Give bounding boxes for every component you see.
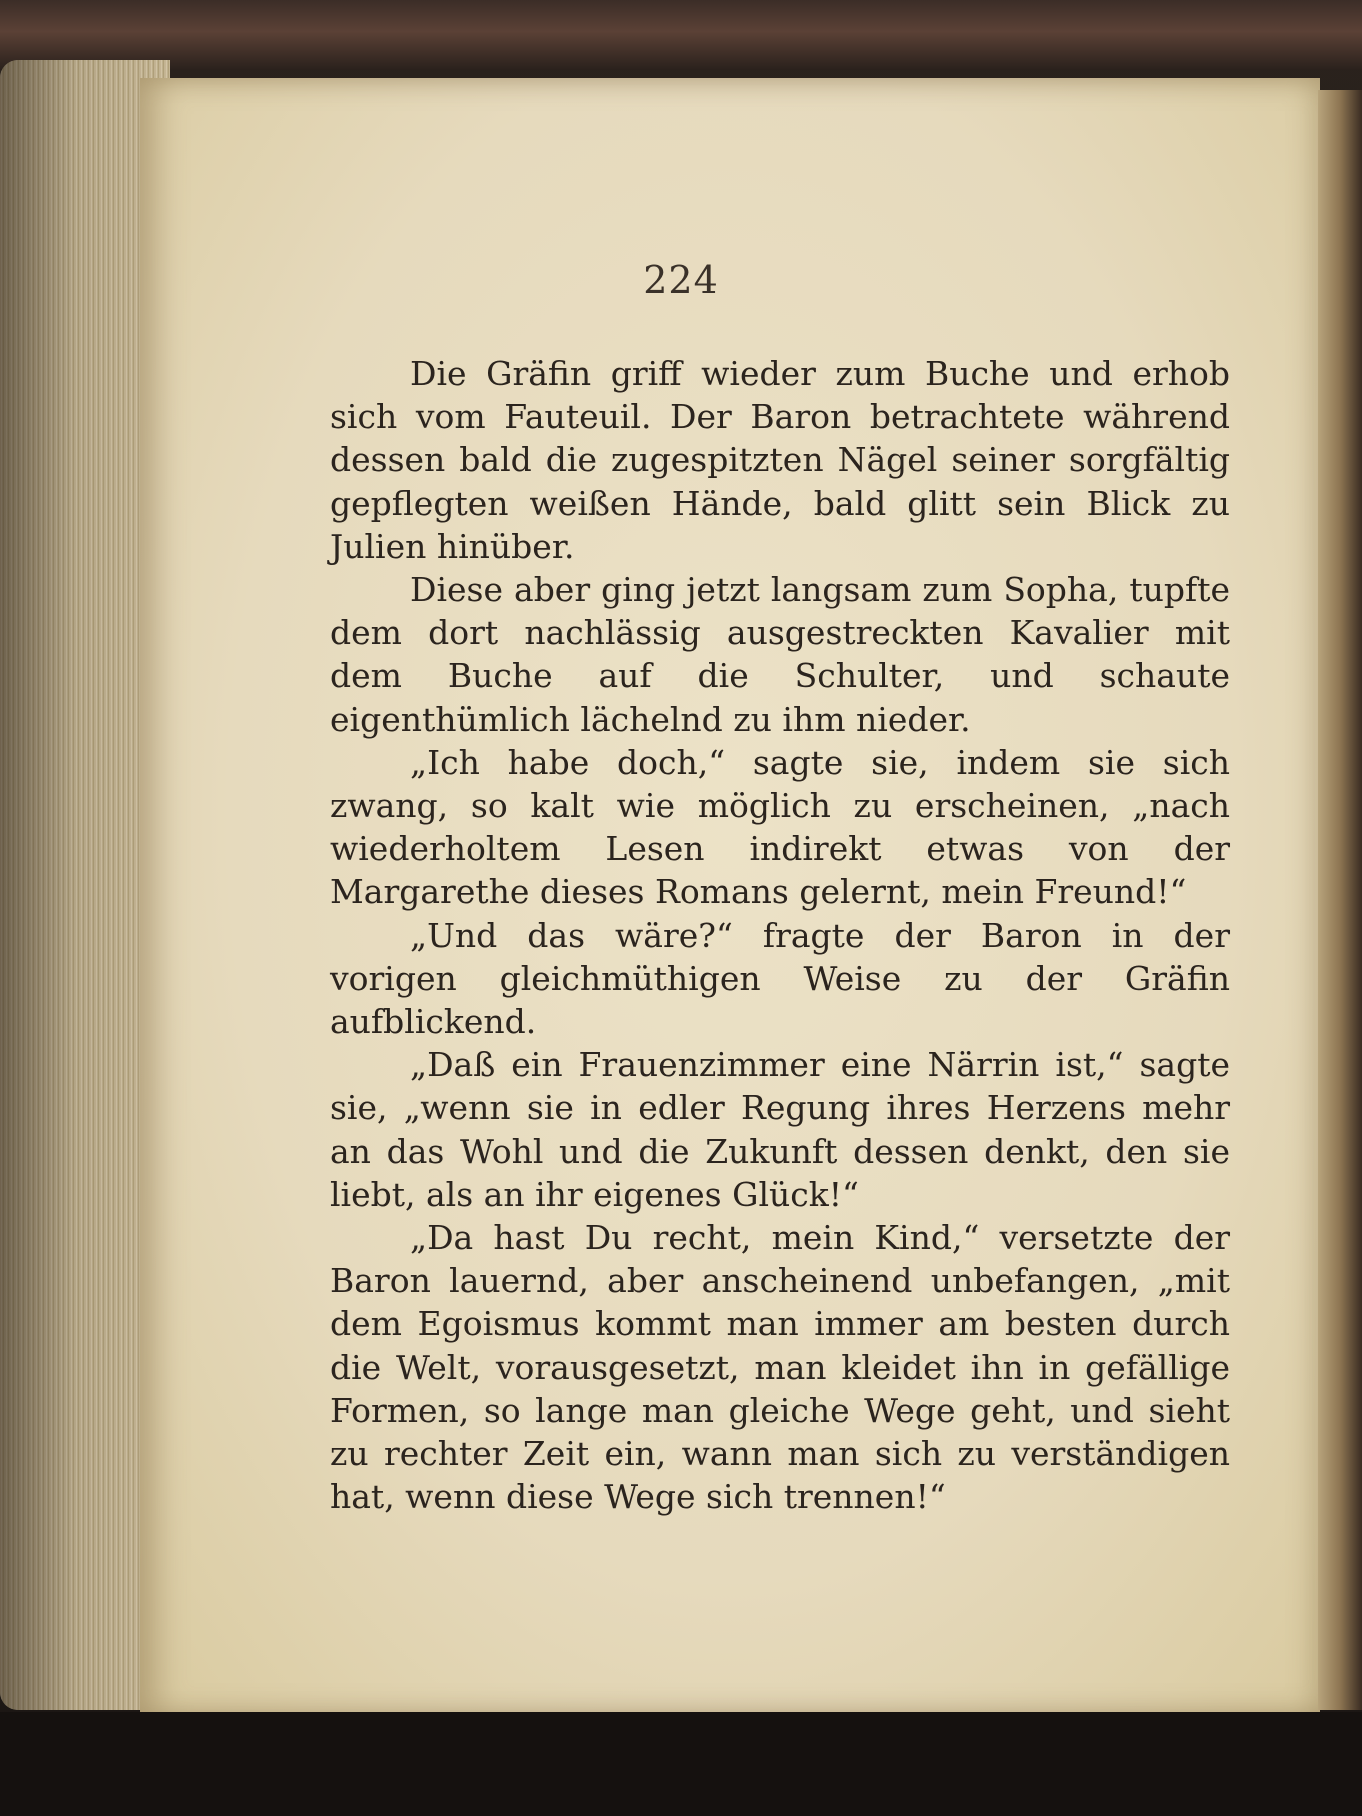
paragraph: Die Gräfin griff wieder zum Buche und erhob sich vom Fauteuil. Der Baron betrachtete während dessen bald die zugespitzten Nägel seiner sorgfältig gepflegten weißen Hände, bald glitt sein Blick zu Julien hinüber.	[330, 354, 1230, 566]
facing-page-edge	[1318, 90, 1362, 1710]
book-cover-edge	[0, 0, 1362, 70]
paragraph: „Ich habe doch,“ sagte sie, indem sie sich zwang, so kalt wie möglich zu erscheinen, „nach wiederholtem Lesen indirekt etwas von der Margarethe dieses Romans gelernt, mein Freund!“	[330, 742, 1230, 912]
page-number: 224	[643, 258, 719, 302]
scan-bottom-margin	[0, 1712, 1362, 1816]
paragraph: „Und das wäre?“ fragte der Baron in der vorigen gleichmüthigen Weise zu der Gräfin aufblickend.	[330, 915, 1230, 1042]
paragraph: „Daß ein Frauenzimmer eine Närrin ist,“ sagte sie, „wenn sie in edler Regung ihres Herzens mehr an das Wohl und die Zukunft dessen denkt, den sie liebt, als an ihr eigenes Glück!“	[330, 1045, 1230, 1214]
paragraph: „Da hast Du recht, mein Kind,“ versetzte der Baron lauernd, aber anscheinend unbefangen, „mit dem Egoismus kommt man immer am besten durch die Welt, vorausgesetzt, man kleidet ihn in gefällige Formen, so lange man gleiche Wege geht, und sieht zu rechter Zeit ein, wann man sich zu verständigen hat, wenn diese Wege sich trennen!“	[330, 1218, 1230, 1517]
body-text	[330, 352, 1230, 1518]
paragraph: Diese aber ging jetzt langsam zum Sopha, tupfte dem dort nachlässig ausgestreckten Kavalier mit dem Buche auf die Schulter, und schaute eigenthümlich lächelnd zu ihm nieder.	[330, 570, 1230, 739]
